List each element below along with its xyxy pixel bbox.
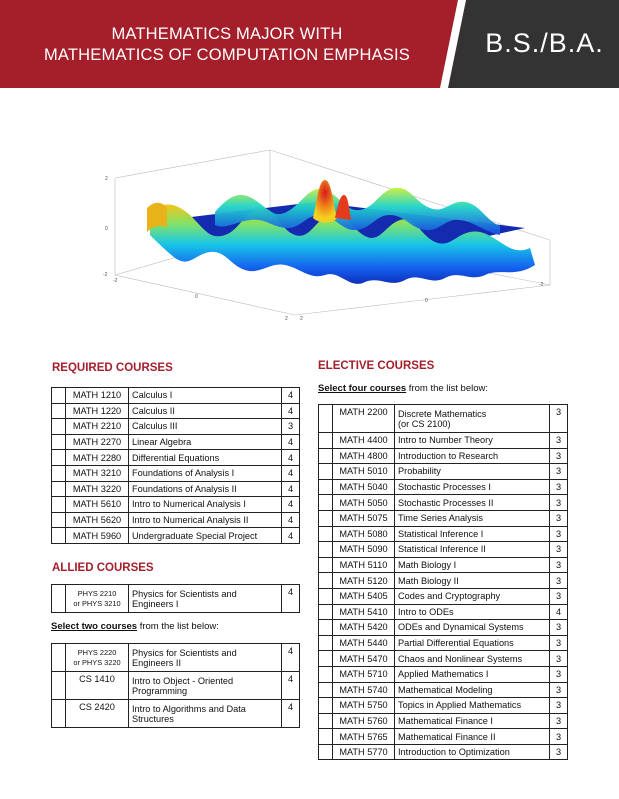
- course-credits: 3: [550, 635, 568, 651]
- course-credits: 4: [282, 512, 300, 528]
- table-row: [319, 510, 568, 526]
- course-code: MATH 5420: [333, 620, 395, 636]
- course-credits: 3: [550, 620, 568, 636]
- course-title: Mathematical Finance I: [395, 713, 550, 729]
- course-credits: 4: [282, 672, 300, 700]
- row-checkbox: [319, 588, 333, 604]
- course-title: [129, 672, 282, 700]
- course-credits: 3: [550, 588, 568, 604]
- surface-plot-image: [95, 140, 555, 335]
- course-title: Calculus I: [129, 388, 282, 404]
- course-credits: 3: [550, 510, 568, 526]
- y-tick-left: 2: [300, 316, 303, 322]
- allied-note-bold: Select two courses: [51, 621, 138, 632]
- z-tick-bottom: -2: [103, 272, 108, 278]
- course-credits: 4: [282, 465, 300, 481]
- course-credits: 4: [282, 403, 300, 419]
- course-code: MATH 5110: [333, 557, 395, 573]
- table-row: [52, 585, 300, 613]
- course-title: Time Series Analysis: [395, 510, 550, 526]
- course-code: MATH 3210: [66, 465, 129, 481]
- course-title: Intro to ODEs: [395, 604, 550, 620]
- table-row: [319, 666, 568, 682]
- course-title: Differential Equations: [129, 450, 282, 466]
- course-credits: 3: [550, 433, 568, 449]
- allied-select-note: [51, 621, 219, 632]
- table-row: [319, 698, 568, 714]
- course-credits: 3: [550, 713, 568, 729]
- course-credits: 4: [282, 434, 300, 450]
- course-title: Partial Differential Equations: [395, 635, 550, 651]
- course-credits: 3: [550, 464, 568, 480]
- course-code: MATH 5440: [333, 635, 395, 651]
- course-code: MATH 5075: [333, 510, 395, 526]
- course-code: MATH 2280: [66, 450, 129, 466]
- course-code: [66, 585, 129, 613]
- course-code: MATH 5050: [333, 495, 395, 511]
- course-code: MATH 4800: [333, 448, 395, 464]
- table-row: [52, 512, 300, 528]
- course-code: MATH 5760: [333, 713, 395, 729]
- course-title: Intro to Number Theory: [395, 433, 550, 449]
- course-credits: 3: [550, 698, 568, 714]
- table-row: [319, 557, 568, 573]
- course-code: MATH 5080: [333, 526, 395, 542]
- course-credits: 4: [282, 528, 300, 544]
- row-checkbox: [52, 388, 66, 404]
- row-checkbox: [52, 481, 66, 497]
- row-checkbox: [52, 419, 66, 435]
- course-code: MATH 5470: [333, 651, 395, 667]
- row-checkbox: [52, 700, 66, 728]
- table-row: [52, 388, 300, 404]
- course-title-line-2: Engineers I: [132, 598, 179, 609]
- row-checkbox: [319, 698, 333, 714]
- allied-required-table: [51, 584, 300, 613]
- table-row: [52, 419, 300, 435]
- course-code-line-2: or PHYS 3210: [73, 598, 121, 608]
- course-title: Undergraduate Special Project: [129, 528, 282, 544]
- table-row: [52, 528, 300, 544]
- page-header: [0, 0, 619, 88]
- elective-select-note: [318, 383, 488, 394]
- course-title-line-1: Physics for Scientists and: [132, 647, 237, 658]
- course-credits: 3: [550, 666, 568, 682]
- course-code: MATH 1220: [66, 403, 129, 419]
- course-title: Foundations of Analysis II: [129, 481, 282, 497]
- course-title: Foundations of Analysis I: [129, 465, 282, 481]
- table-row: [319, 573, 568, 589]
- course-code: [66, 644, 129, 672]
- course-title: Stochastic Processes I: [395, 479, 550, 495]
- table-row: [319, 635, 568, 651]
- course-credits: 3: [550, 495, 568, 511]
- course-code: MATH 5740: [333, 682, 395, 698]
- course-code: MATH 5040: [333, 479, 395, 495]
- course-code-line-1: CS 1410: [79, 674, 115, 684]
- course-title: ODEs and Dynamical Systems: [395, 620, 550, 636]
- course-code: MATH 5410: [333, 604, 395, 620]
- table-row: [52, 644, 300, 672]
- course-code-line-2: or PHYS 3220: [73, 657, 121, 667]
- course-credits: 3: [550, 479, 568, 495]
- row-checkbox: [52, 512, 66, 528]
- course-code: MATH 2200: [333, 405, 395, 433]
- row-checkbox: [319, 573, 333, 589]
- course-title-line-2: (or CS 2100): [398, 418, 451, 429]
- table-row: [319, 604, 568, 620]
- course-credits: 4: [550, 604, 568, 620]
- course-title: Chaos and Nonlinear Systems: [395, 651, 550, 667]
- course-code: [66, 700, 129, 728]
- row-checkbox: [319, 495, 333, 511]
- x-tick-mid: 0: [195, 294, 198, 300]
- row-checkbox: [319, 510, 333, 526]
- row-checkbox: [52, 403, 66, 419]
- course-code-line-1: PHYS 2220: [77, 647, 117, 657]
- course-credits: 3: [550, 405, 568, 433]
- course-title: Probability: [395, 464, 550, 480]
- row-checkbox: [319, 620, 333, 636]
- course-title: Mathematical Modeling: [395, 682, 550, 698]
- course-title: Math Biology I: [395, 557, 550, 573]
- course-credits: 4: [282, 450, 300, 466]
- row-checkbox: [319, 526, 333, 542]
- course-credits: 4: [282, 585, 300, 613]
- row-checkbox: [319, 729, 333, 745]
- course-credits: 3: [550, 573, 568, 589]
- course-title-line-2: Structures: [132, 713, 174, 724]
- table-row: [319, 713, 568, 729]
- course-title: Introduction to Research: [395, 448, 550, 464]
- row-checkbox: [319, 651, 333, 667]
- course-code-line-1: CS 2420: [79, 702, 115, 712]
- course-title: Topics in Applied Mathematics: [395, 698, 550, 714]
- row-checkbox: [319, 666, 333, 682]
- course-title: [129, 700, 282, 728]
- y-tick-right: -2: [539, 282, 544, 288]
- table-row: [52, 434, 300, 450]
- elective-note-rest: from the list below:: [406, 383, 489, 394]
- course-title: Introduction to Optimization: [395, 744, 550, 760]
- course-credits: 4: [282, 644, 300, 672]
- row-checkbox: [52, 528, 66, 544]
- course-title: Statistical Inference I: [395, 526, 550, 542]
- surface-peak: [313, 180, 337, 223]
- course-credits: 3: [282, 419, 300, 435]
- row-checkbox: [52, 497, 66, 513]
- course-title: Stochastic Processes II: [395, 495, 550, 511]
- course-credits: 3: [550, 557, 568, 573]
- table-row: [52, 700, 300, 728]
- table-row: [52, 481, 300, 497]
- table-row: [319, 542, 568, 558]
- course-code: MATH 5765: [333, 729, 395, 745]
- table-row: [319, 526, 568, 542]
- course-credits: 4: [282, 388, 300, 404]
- course-code: MATH 2210: [66, 419, 129, 435]
- title-line-1: MATHEMATICS MAJOR WITH: [111, 25, 343, 43]
- z-tick-top: 2: [105, 176, 108, 182]
- row-checkbox: [52, 585, 66, 613]
- course-code: MATH 5750: [333, 698, 395, 714]
- course-title: [129, 644, 282, 672]
- table-row: [52, 403, 300, 419]
- table-row: [52, 450, 300, 466]
- table-row: [319, 682, 568, 698]
- x-tick-left: -2: [113, 278, 118, 284]
- table-row: [319, 651, 568, 667]
- x-tick-right: 2: [285, 316, 288, 322]
- table-row: [319, 620, 568, 636]
- course-title: Calculus III: [129, 419, 282, 435]
- course-code: MATH 4400: [333, 433, 395, 449]
- course-credits: 4: [282, 497, 300, 513]
- course-code: MATH 5710: [333, 666, 395, 682]
- course-title-line-1: Intro to Algorithms and Data: [132, 703, 246, 714]
- course-title: Statistical Inference II: [395, 542, 550, 558]
- row-checkbox: [52, 450, 66, 466]
- row-checkbox: [52, 434, 66, 450]
- course-title: Calculus II: [129, 403, 282, 419]
- y-tick-mid: 0: [425, 298, 428, 304]
- table-row: [319, 479, 568, 495]
- row-checkbox: [319, 464, 333, 480]
- course-code: MATH 2270: [66, 434, 129, 450]
- course-code: MATH 1210: [66, 388, 129, 404]
- course-title: Applied Mathematics I: [395, 666, 550, 682]
- row-checkbox: [52, 465, 66, 481]
- course-title: Codes and Cryptography: [395, 588, 550, 604]
- course-title: [129, 585, 282, 613]
- course-code: MATH 5405: [333, 588, 395, 604]
- table-row: [319, 448, 568, 464]
- course-code: MATH 5090: [333, 542, 395, 558]
- table-row: [319, 433, 568, 449]
- course-credits: 3: [550, 729, 568, 745]
- required-courses-table: [51, 387, 300, 544]
- table-row: [319, 495, 568, 511]
- table-row: [52, 497, 300, 513]
- allied-note-rest: from the list below:: [137, 621, 219, 632]
- allied-courses-heading: ALLIED COURSES: [52, 562, 154, 574]
- course-title-line-2: Programming: [132, 685, 188, 696]
- course-code: [66, 672, 129, 700]
- table-row: [52, 465, 300, 481]
- course-title: Mathematical Finance II: [395, 729, 550, 745]
- course-code: MATH 5620: [66, 512, 129, 528]
- course-credits: 3: [550, 744, 568, 760]
- row-checkbox: [319, 433, 333, 449]
- row-checkbox: [319, 682, 333, 698]
- course-title-line-2: Engineers II: [132, 657, 182, 668]
- course-credits: 4: [282, 481, 300, 497]
- table-row: [319, 405, 568, 433]
- course-credits: 3: [550, 651, 568, 667]
- row-checkbox: [319, 557, 333, 573]
- course-code: MATH 5010: [333, 464, 395, 480]
- row-checkbox: [319, 405, 333, 433]
- title-line-2: MATHEMATICS OF COMPUTATION EMPHASIS: [43, 46, 411, 64]
- course-credits: 4: [282, 700, 300, 728]
- elective-courses-table: [318, 404, 568, 760]
- row-checkbox: [52, 644, 66, 672]
- page-title: [12, 24, 442, 66]
- z-tick-mid: 0: [105, 226, 108, 232]
- elective-note-bold: Select four courses: [318, 383, 407, 394]
- course-credits: 3: [550, 682, 568, 698]
- row-checkbox: [319, 604, 333, 620]
- course-title-line-1: Intro to Object - Oriented: [132, 675, 234, 686]
- row-checkbox: [319, 448, 333, 464]
- course-title: Linear Algebra: [129, 434, 282, 450]
- row-checkbox: [52, 672, 66, 700]
- course-title: [395, 405, 550, 433]
- course-credits: 3: [550, 526, 568, 542]
- row-checkbox: [319, 713, 333, 729]
- degree-label: B.S./B.A.: [485, 28, 604, 58]
- row-checkbox: [319, 542, 333, 558]
- course-title-line-1: Discrete Mathematics: [398, 408, 487, 419]
- table-row: [319, 588, 568, 604]
- course-code-line-1: PHYS 2210: [77, 588, 117, 598]
- table-row: [319, 744, 568, 760]
- course-title: Intro to Numerical Analysis I: [129, 497, 282, 513]
- row-checkbox: [319, 744, 333, 760]
- course-credits: 3: [550, 448, 568, 464]
- course-credits: 3: [550, 542, 568, 558]
- required-courses-heading: REQUIRED COURSES: [52, 362, 173, 374]
- table-row: [52, 672, 300, 700]
- table-row: [319, 729, 568, 745]
- course-code: MATH 3220: [66, 481, 129, 497]
- course-code: MATH 5960: [66, 528, 129, 544]
- course-title-line-1: Physics for Scientists and: [132, 588, 237, 599]
- course-code: MATH 5120: [333, 573, 395, 589]
- course-code: MATH 5610: [66, 497, 129, 513]
- course-code: MATH 5770: [333, 744, 395, 760]
- allied-choice-table: [51, 643, 300, 728]
- elective-courses-heading: ELECTIVE COURSES: [318, 360, 435, 372]
- table-row: [319, 464, 568, 480]
- course-title: Intro to Numerical Analysis II: [129, 512, 282, 528]
- course-title: Math Biology II: [395, 573, 550, 589]
- row-checkbox: [319, 635, 333, 651]
- row-checkbox: [319, 479, 333, 495]
